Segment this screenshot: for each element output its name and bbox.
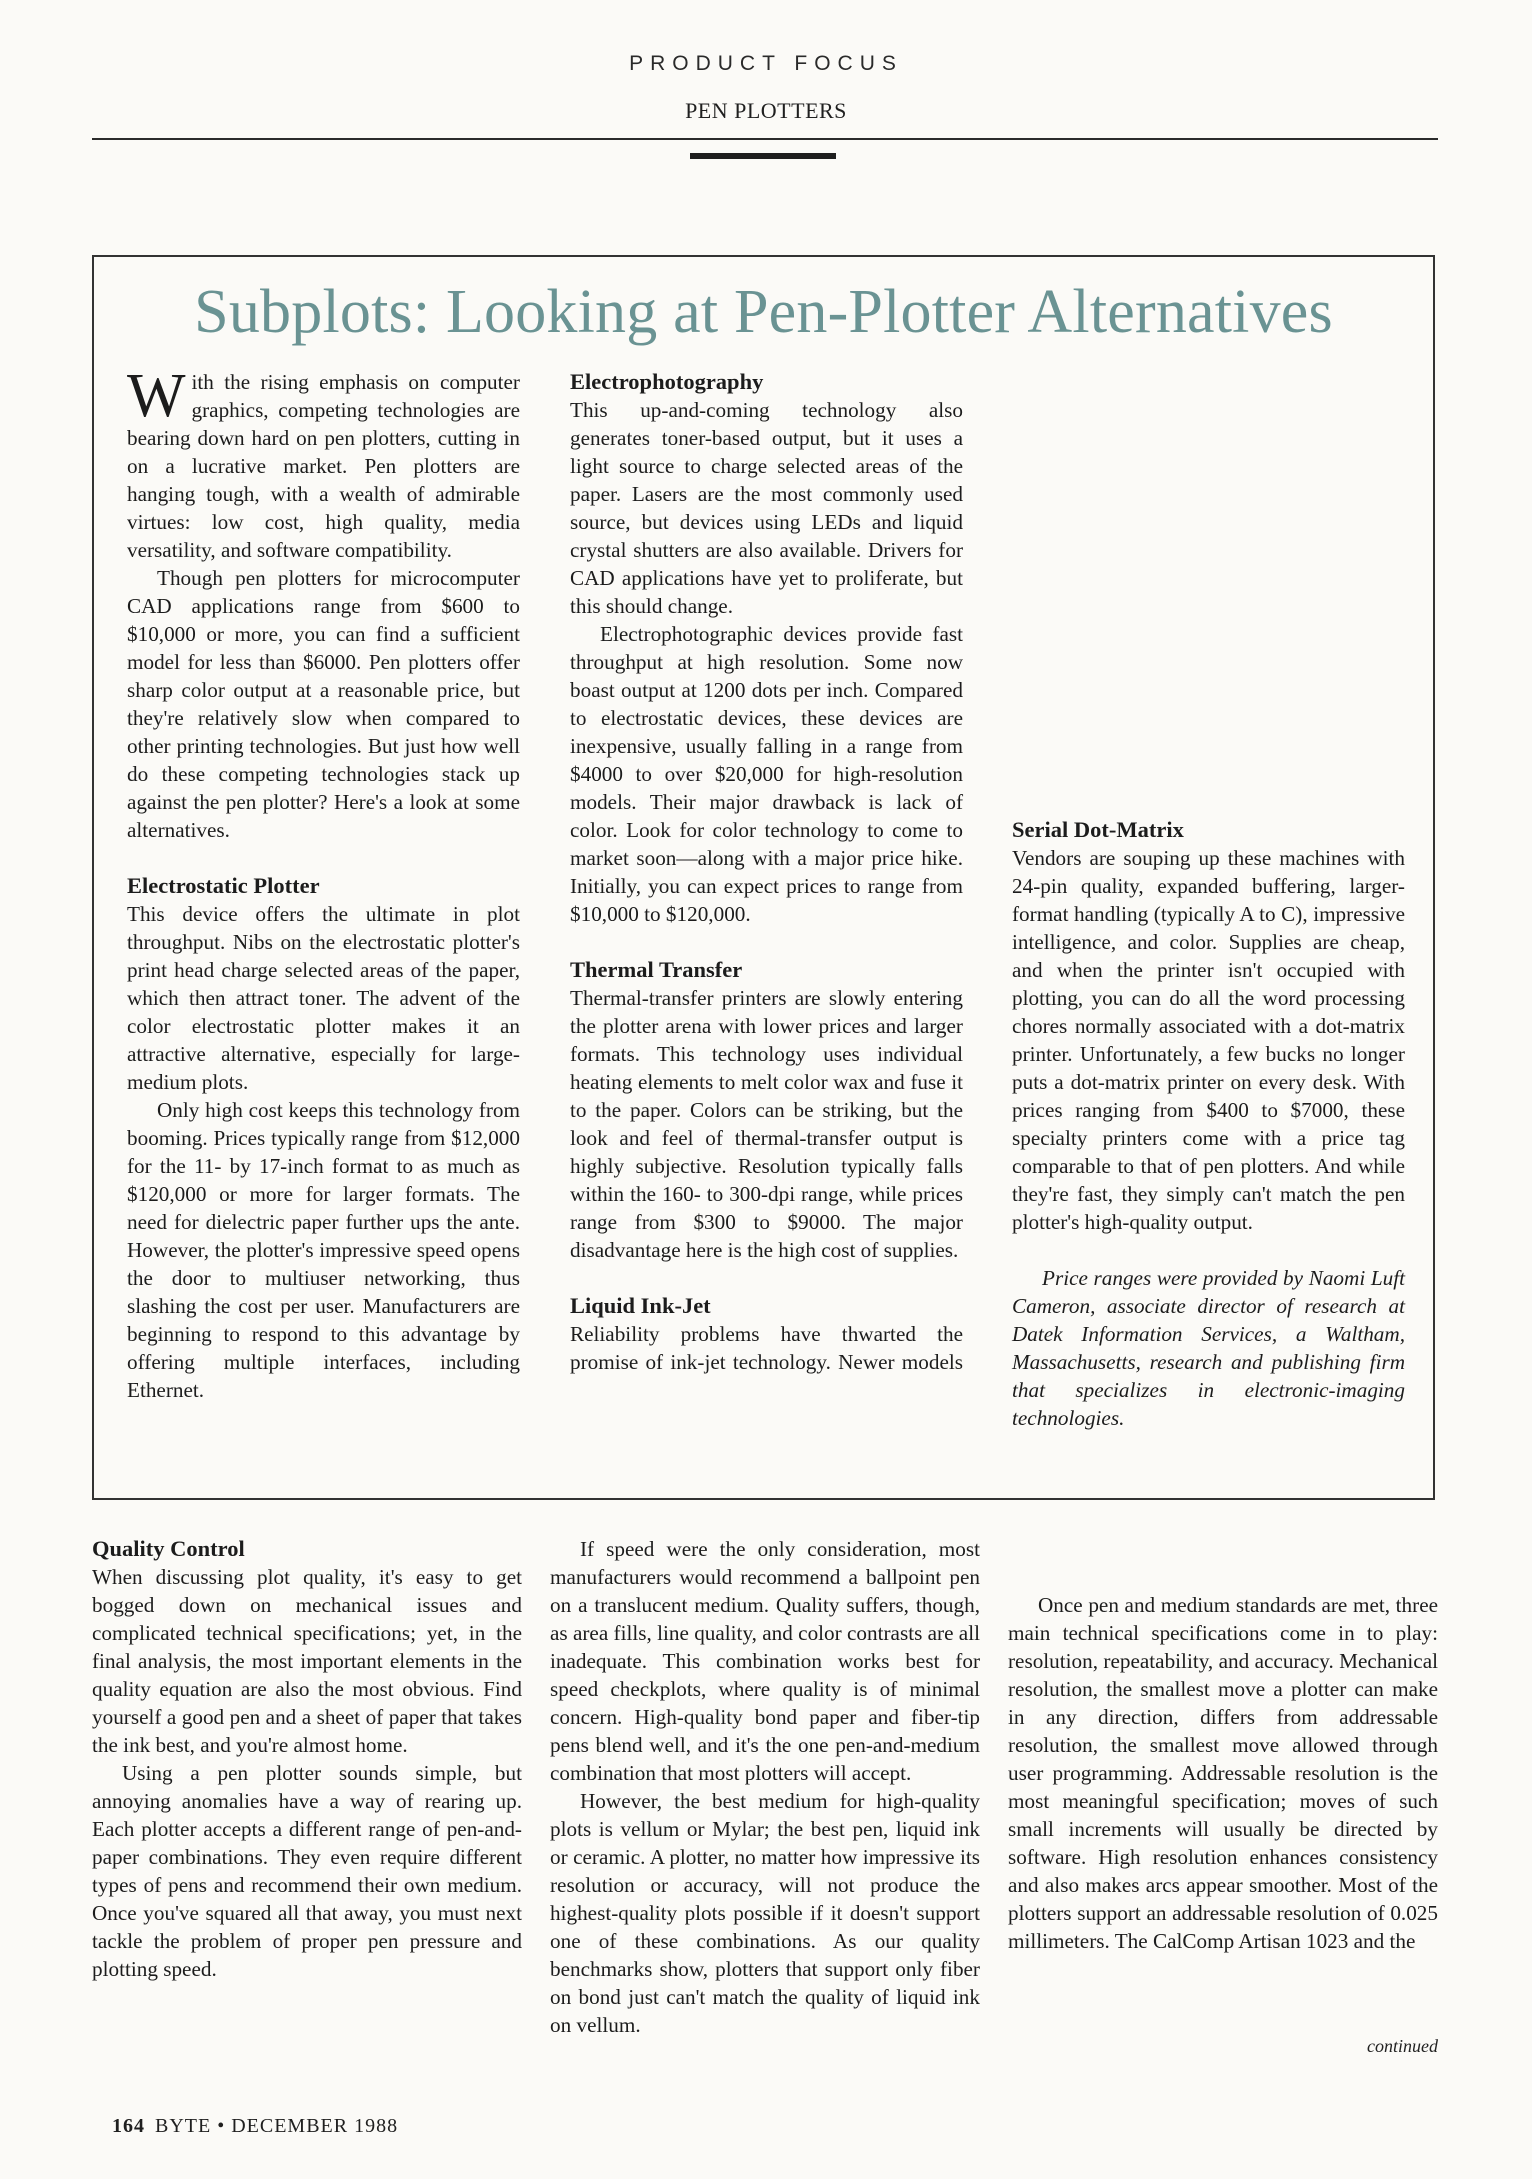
sidebar-intro-paragraph: With the rising emphasis on computer graphics, competing technologies are bearing down hard on pen plotters, cutting in on a lucrative market. Pen plotters are hanging tough, with a wealth of admirable virtues: low cost, high quality, media versatility, and software compatibility. xyxy=(127,362,520,562)
section-topic: PEN PLOTTERS xyxy=(685,98,847,123)
header-accent-bar xyxy=(690,153,836,159)
article-paragraph: However, the best medium for high-quality plots is vellum or Mylar; the best pen, liquid ink or ceramic. A plotter, no matter how impressive its resolution or accuracy, will not produce the highest-quality plots possible if it doesn't support one of these combinations. As our quality benchmarks show, plotters that support only fiber on bond just can't match the quality of liquid ink on vellum. xyxy=(550,1789,980,2037)
sidebar-paragraph: This up-and-coming technology also generates toner-based output, but it uses a light source to charge selected areas of the paper. Lasers are the most commonly used source, but devices using LEDs and liquid crystal shutters are also available. Drivers for CAD applications have yet to proliferate, but this should change. xyxy=(570,398,963,618)
article-column-1 xyxy=(92,1535,522,1983)
sidebar-paragraph: This device offers the ultimate in plot throughput. Nibs on the electrostatic plotter's print head charge selected areas of the paper, which then attract toner. The advent of the color electrostatic plotter makes it an attractive alternative, especially for large-medium plots. xyxy=(127,902,520,1094)
article-paragraph-clip xyxy=(550,1787,980,2179)
subhead-thermal-transfer: Thermal Transfer xyxy=(570,957,743,982)
sidebar-paragraph: Electrophotographic devices provide fast throughput at high resolution. Some now boast output at 1200 dots per inch. Compared to electrostatic devices, these devices are inexpensive, usually falling in a range from $4000 to over $20,000 for high-resolution models. Their major drawback is lack of color. Look for color technology to come to market soon—along with a major price hike. Initially, you can expect prices to range from $10,000 to $120,000. xyxy=(570,622,963,926)
drop-cap: W xyxy=(127,362,186,430)
continued-label: continued xyxy=(1367,2036,1438,2056)
article-paragraph: Using a pen plotter sounds simple, but annoying anomalies have a way of rearing up. Each plotter accepts a different range of pen-and-paper combinations. They even require different types of pens and recommend their own medium. Once you've squared all that away, you must next tackle the problem of proper pen pressure and plotting speed. xyxy=(92,1761,522,1981)
subhead-liquid-ink-jet: Liquid Ink-Jet xyxy=(570,1293,711,1318)
sidebar-box xyxy=(92,255,1435,1500)
subhead-electrostatic: Electrostatic Plotter xyxy=(127,873,320,898)
article-paragraph: When discussing plot quality, it's easy to get bogged down on mechanical issues and complicated technical specifications; yet, in the final analysis, the most important elements in the quality equation are also the most obvious. Find yourself a good pen and a sheet of paper that takes the ink best, and you're almost home. xyxy=(92,1565,522,1757)
subhead-electrophotography: Electrophotography xyxy=(570,369,764,394)
article-column-2 xyxy=(550,1535,980,2179)
page-footer xyxy=(112,2115,398,2138)
sidebar-paragraph: Reliability problems have thwarted the promise of ink-jet technology. Newer models xyxy=(570,1322,963,1374)
article-continuation xyxy=(1008,1535,1438,1591)
subhead-serial-dot-matrix: Serial Dot-Matrix xyxy=(1012,817,1184,842)
page-number: 164 xyxy=(112,2115,145,2137)
sidebar-paragraph: Thermal-transfer printers are slowly entering the plotter arena with lower prices and larger formats. This technology uses individual heating elements to melt color wax and fuse it to the paper. Colors can be striking, but the look and feel of thermal-transfer output is highly subjective. Resolution typically falls within the 160- to 300-dpi range, while prices range from $300 to $9000. The major disadvantage here is the high cost of supplies. xyxy=(570,986,963,1262)
section-kicker: PRODUCT FOCUS xyxy=(629,52,903,75)
article-paragraph: If speed were the only consideration, most manufacturers would recommend a ballpoint pen on a translucent medium. Quality suffers, though, as area fills, line quality, and color contrasts are all inadequate. This combination works best for speed checkplots, where quality is of minimal concern. High-quality bond paper and fiber-tip pens blend well, and it's the one pen-and-medium combination that most plotters will accept. xyxy=(550,1537,980,1785)
article-paragraph: Once pen and medium standards are met, three main technical specifications come in to play: resolution, repeatability, and accuracy. Mechanical resolution, the smallest move a plotter can make in any direction, differs from addressable resolution, the smallest move allowed through user programming. Addressable resolution is the most meaningful specification; moves of such small increments will usually be directed by software. High resolution enhances consistency and also makes arcs appear smoother. Most of the plotters support an addressable resolution of 0.025 millimeters. The CalComp Artisan 1023 and the xyxy=(1008,1593,1438,1953)
sidebar-paragraph: Only high cost keeps this technology from booming. Prices typically range from $12,000 for the 11- by 17-inch format to as much as $120,000 or more for larger formats. The need for dielectric paper further ups the ante. However, the plotter's impressive speed opens the door to multiuser networking, thus slashing the cost per user. Manufacturers are beginning to respond to this advantage by offering multiple interfaces, including Ethernet. xyxy=(127,1098,520,1402)
sidebar-paragraph: Though pen plotters for microcomputer CAD applications range from $600 to $10,000 or more, you can find a sufficient model for less than $6000. Pen plotters offer sharp color output at a reasonable price, but they're relatively slow when compared to other printing technologies. But just how well do these competing technologies stack up against the pen plotter? Here's a look at some alternatives. xyxy=(127,566,520,842)
header-rule xyxy=(92,138,1438,140)
sidebar-column-2 xyxy=(570,368,963,1376)
article-heading: Quality Control xyxy=(92,1536,245,1561)
sidebar-credit: Price ranges were provided by Naomi Luft Cameron, associate director of research at Datek Information Services, a Waltham, Massachusetts, research and publishing firm that specializes in electronic-imaging technologies. xyxy=(1012,1266,1405,1430)
sidebar-column-1 xyxy=(127,362,520,1404)
inkjet-continuation xyxy=(1012,368,1405,788)
magazine-issue: BYTE • DECEMBER 1988 xyxy=(155,2115,399,2137)
sidebar-title: Subplots: Looking at Pen-Plotter Alternatives xyxy=(194,278,1333,346)
sidebar-paragraph: Vendors are souping up these machines with 24-pin quality, expanded buffering, larger-format handling (typically A to C), impressive intelligence, and color. Supplies are cheap, and when the printer isn't occupied with plotting, you can do all the word processing chores normally associated with a dot-matrix printer. Unfortunately, a few bucks no longer puts a dot-matrix printer on every desk. With prices ranging from $400 to $7000, these specialty printers come with a price tag comparable to that of pen plotters. And while they're fast, they simply can't match the pen plotter's high-quality output. xyxy=(1012,846,1405,1234)
sidebar-column-3 xyxy=(1012,368,1405,1432)
article-column-3 xyxy=(1008,1535,1438,1955)
